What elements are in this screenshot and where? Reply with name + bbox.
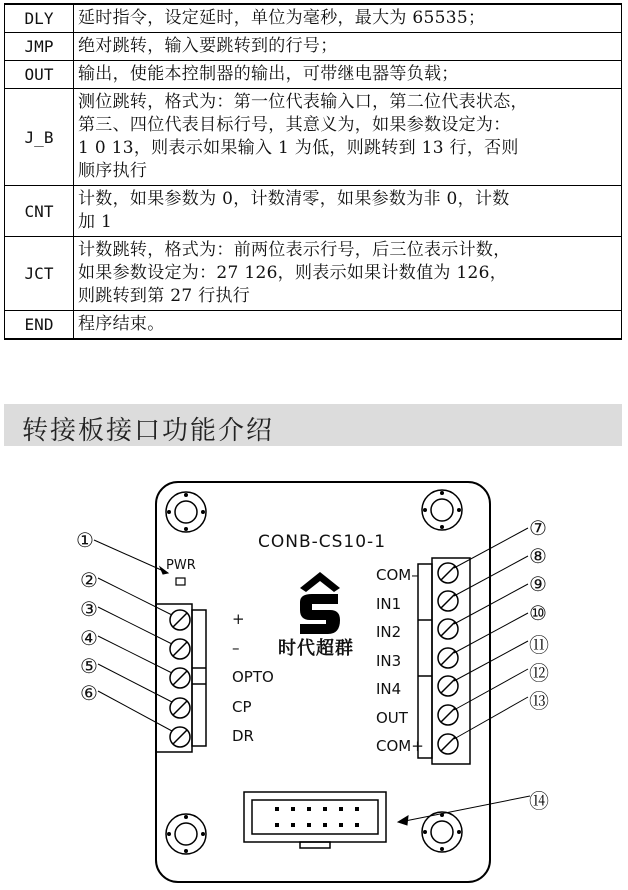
- description-line: 顺序执行: [78, 161, 148, 181]
- description-line: 绝对跳转，输入要跳转到的行号；: [78, 36, 338, 56]
- instruction-code: JCT: [5, 237, 74, 311]
- instruction-code: OUT: [5, 61, 74, 89]
- description-line: 如果参数设定为：27 126，则表示如果计数值为 126，: [78, 263, 508, 283]
- power-label: PWR: [166, 558, 196, 573]
- description-line: 1 0 13，则表示如果输入 1 为低，则跳转到 13 行，否则: [78, 138, 519, 158]
- callout-number: ⑧: [529, 544, 547, 568]
- left-pin-label: –: [232, 639, 240, 657]
- instruction-table: [4, 3, 622, 340]
- right-pin-label: IN3: [376, 651, 402, 670]
- instruction-description: [74, 61, 622, 89]
- description-line: 输出，使能本控制器的输出，可带继电器等负载；: [78, 64, 459, 84]
- instruction-description: [74, 33, 622, 61]
- right-pin-label: IN1: [376, 594, 402, 613]
- board-diagram: [0, 470, 628, 890]
- power-led: [176, 578, 185, 585]
- left-pin-label: DR: [232, 727, 254, 745]
- description-line: 测位跳转，格式为：第一位代表输入口，第二位代表状态，: [78, 92, 528, 112]
- description-line: 计数跳转，格式为：前两位表示行号，后三位表示计数，: [78, 240, 511, 260]
- instruction-code: J_B: [5, 89, 74, 186]
- callout-number: ③: [80, 597, 98, 621]
- right-pin-label: OUT: [376, 708, 408, 727]
- callout-number: ⑩: [529, 601, 547, 625]
- callout-number: ⑪: [529, 633, 549, 657]
- description-line: 延时指令，设定延时，单位为毫秒，最大为 65535；: [78, 8, 486, 28]
- callout-number: ⑫: [529, 661, 549, 685]
- instruction-row: [5, 4, 622, 33]
- instruction-description: [74, 237, 622, 311]
- instruction-row: [5, 61, 622, 89]
- instruction-description: [74, 89, 622, 186]
- left-pin-label: +: [232, 610, 245, 628]
- instruction-code: END: [5, 311, 74, 340]
- callout-number: ①: [76, 528, 94, 552]
- description-line: 第三、四位代表目标行号，其意义为，如果参数设定为：: [78, 115, 511, 135]
- instruction-row: [5, 186, 622, 237]
- right-pin-label: IN4: [376, 680, 402, 698]
- description-line: 加 1: [78, 212, 113, 232]
- instruction-description: [74, 4, 622, 33]
- description-line: 则跳转到第 27 行执行: [78, 286, 251, 306]
- instruction-description: [74, 311, 622, 340]
- callout-number: ④: [80, 626, 98, 650]
- section-header: [4, 404, 622, 446]
- right-pin-label: IN2: [376, 623, 402, 641]
- instruction-row: [5, 89, 622, 186]
- callout-number: ⑨: [529, 572, 547, 596]
- callout-number: ⑭: [529, 789, 549, 813]
- instruction-description: [74, 186, 622, 237]
- right-pin-label: COM+: [376, 737, 424, 755]
- brand-name: 时代超群: [278, 638, 354, 659]
- board-model-label: CONB-CS10-1: [258, 532, 387, 552]
- instruction-code: CNT: [5, 186, 74, 237]
- description-line: 程序结束。: [78, 314, 165, 334]
- right-pin-label: COM–: [376, 566, 419, 584]
- left-pin-label: CP: [232, 698, 252, 716]
- instruction-code: DLY: [5, 4, 74, 33]
- instruction-code: JMP: [5, 33, 74, 61]
- callout-number: ②: [80, 568, 98, 592]
- instruction-row: [5, 33, 622, 61]
- section-title: 转接板接口功能介绍: [22, 416, 275, 446]
- callout-number: ⑥: [80, 681, 98, 705]
- callout-number: ⑦: [529, 516, 547, 540]
- left-pin-label: OPTO: [232, 668, 274, 686]
- instruction-row: [5, 311, 622, 340]
- instruction-row: [5, 237, 622, 311]
- callout-number: ⑤: [80, 654, 98, 678]
- callout-number: ⑬: [529, 689, 549, 713]
- description-line: 计数，如果参数为 0，计数清零，如果参数为非 0，计数: [78, 189, 510, 209]
